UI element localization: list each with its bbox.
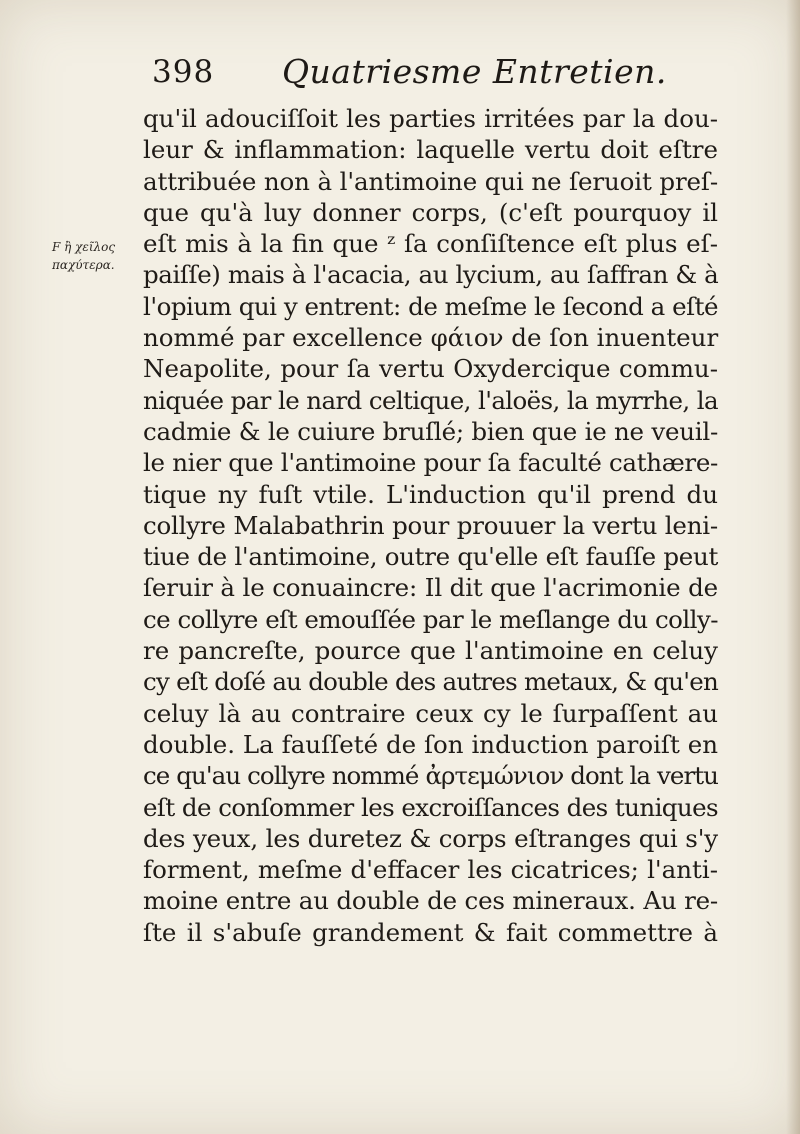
text-line: celuy là au contraire ceux cy le ſurpaſſent au [143,698,718,728]
text-line: attribuée non à l'antimoine qui ne ſeruoit preſ- [143,166,719,196]
text-line: re pancreſte, pource que l'antimoine en celuy [143,636,718,666]
text-line: collyre Malabathrin pour prouuer la vertu leni- [143,510,718,540]
text-line: le nier que l'antimoine pour ſa faculté cathære- [143,448,718,478]
text-line: nommé par excellence φάιον de ſon inuenteur [143,323,719,353]
text-line: ce qu'au collyre nommé ἀρτεμώνιον dont la vertu [143,761,718,791]
text-line: des yeux, les duretez & corps eſtranges qui s'y [143,823,718,853]
margin-note [52,238,138,274]
text-line: ſeruir à le conuaincre: Il dit que l'acrimonie de [143,573,718,603]
text-line: ſte il s'abuſe grandement & fait commettre à [143,917,718,947]
running-head: Quatriesme Entretien. [282,52,667,91]
text-line: double. La fauſſeté de ſon induction paroiſt en [143,729,718,759]
text-line: eſt mis à la fin que ᶻ ſa conſiſtence eſt plus eſ- [143,229,718,259]
body-text [143,103,718,948]
text-line: forment, meſme d'effacer les cicatrices; l'anti- [143,855,718,885]
margin-note-line: παχύτερα. [52,258,115,272]
page-number: 398 [152,54,215,90]
text-line: moine entre au double de ces mineraux. Au re- [143,886,718,916]
text-line: qu'il adouciſſoit les parties irritées par la dou- [143,104,718,133]
page-edge-shadow [786,0,800,1134]
text-line: paiſſe) mais à l'acacia, au lycium, au ſaffran & à [143,260,719,290]
text-line: ce collyre eſt emouſſée par le meſlange du colly- [143,604,718,634]
text-line: Neapolite, pour ſa vertu Oxydercique commu- [143,354,718,384]
page-header [152,52,672,96]
text-line: cadmie & le cuiure bruſlé; bien que ie ne veuil- [143,416,718,446]
text-line: niquée par le nard celtique, l'aloës, la myrrhe, la [143,385,718,415]
text-line: que qu'à luy donner corps, (c'eſt pourquoy il [143,197,718,227]
text-line: tique ny fuſt vtile. L'induction qu'il prend du [143,479,718,509]
text-line: l'opium qui y entrent: de meſme le ſecond a eſté [143,291,718,321]
margin-note-line: F ἢ χεῖλος [52,240,116,254]
text-line: eſt de conſommer les excroiſſances des tuniques [143,792,718,822]
text-line: tiue de l'antimoine, outre qu'elle eſt fauſſe peut [143,542,718,572]
text-line: leur & inflammation: laquelle vertu doit eſtre [143,135,718,165]
text-line: cy eſt doſé au double des autres metaux, & qu'en [143,667,718,697]
